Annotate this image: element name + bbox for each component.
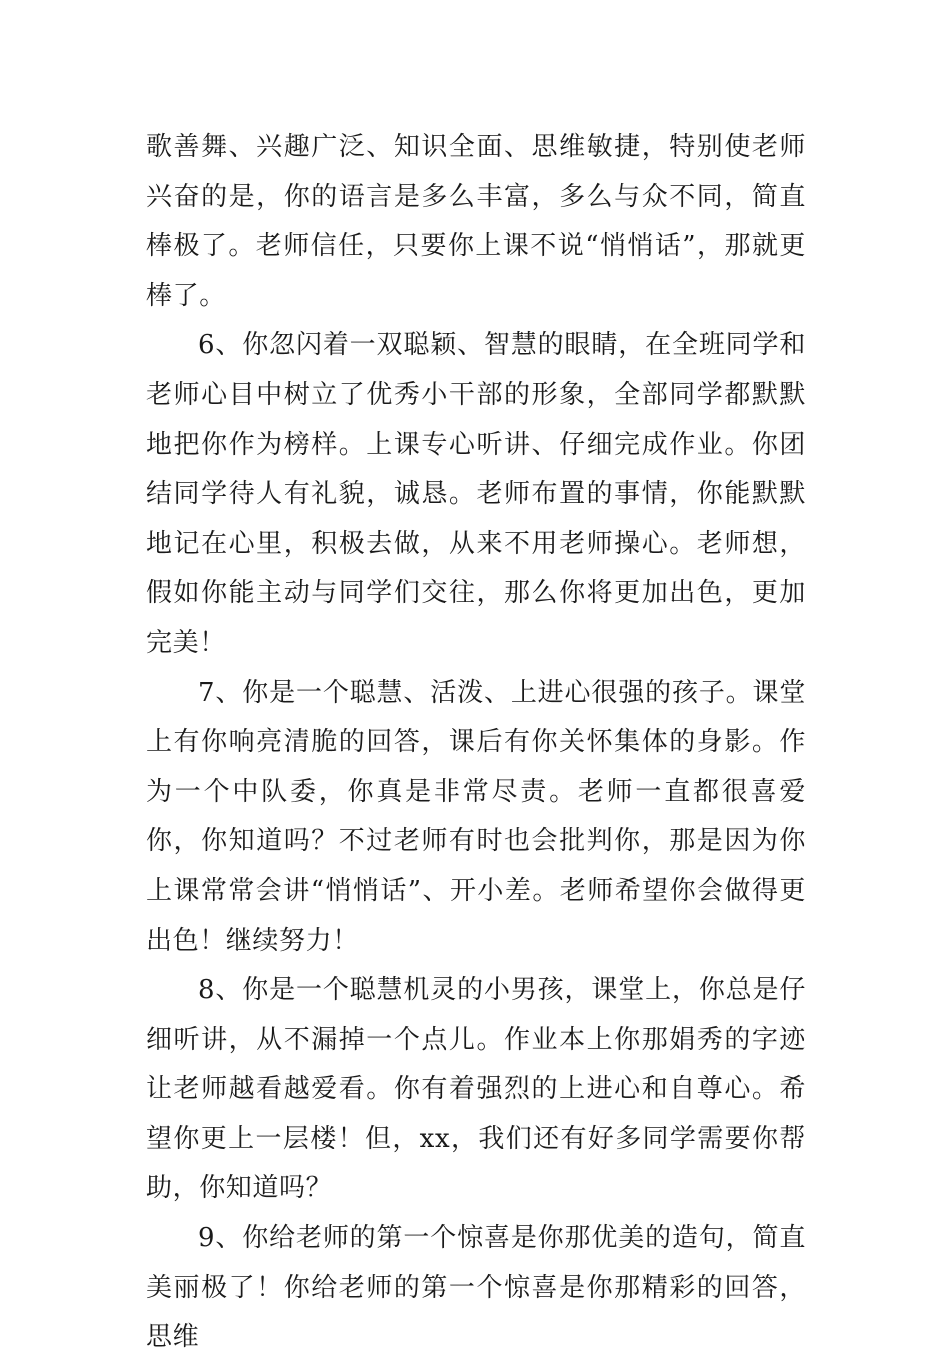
paragraph-item-8: 8、你是一个聪慧机灵的小男孩，课堂上，你总是仔细听讲，从不漏掉一个点儿。作业本上你那娟秀的字迹让老师越看越爱看。你有着强烈的上进心和自尊心。希望你更上一层楼！但，xx，我们还有好多同学需要你帮助，你知道吗？ bbox=[146, 975, 806, 1204]
paragraph-item-6: 6、你忽闪着一双聪颖、智慧的眼睛，在全班同学和老师心目中树立了优秀小干部的形象，全部同学都默默地把你作为榜样。上课专心听讲、仔细完成作业。你团结同学待人有礼貌，诚恳。老师布置的事情，你能默默地记在心里，积极去做，从来不用老师操心。老师想，假如你能主动与同学们交往，那么你将更加出色，更加完美！ bbox=[146, 330, 806, 658]
paragraph-item-7: 7、你是一个聪慧、活泼、上进心很强的孩子。课堂上有你响亮清脆的回答，课后有你关怀集体的身影。作为一个中队委，你真是非常尽责。老师一直都很喜爱你，你知道吗？不过老师有时也会批判你，那是因为你上课常常会讲“悄悄话”、开小差。老师希望你会做得更出色！继续努力！ bbox=[146, 677, 806, 956]
paragraph-continuation: 歌善舞、兴趣广泛、知识全面、思维敏捷，特别使老师兴奋的是，你的语言是多么丰富，多么与众不同，简直棒极了。老师信任，只要你上课不说“悄悄话”，那就更棒了。 bbox=[146, 132, 806, 311]
paragraph-item-9: 9、你给老师的第一个惊喜是你那优美的造句，简直美丽极了！你给老师的第一个惊喜是你那精彩的回答，思维 bbox=[146, 1223, 806, 1353]
document-page bbox=[146, 123, 806, 1363]
